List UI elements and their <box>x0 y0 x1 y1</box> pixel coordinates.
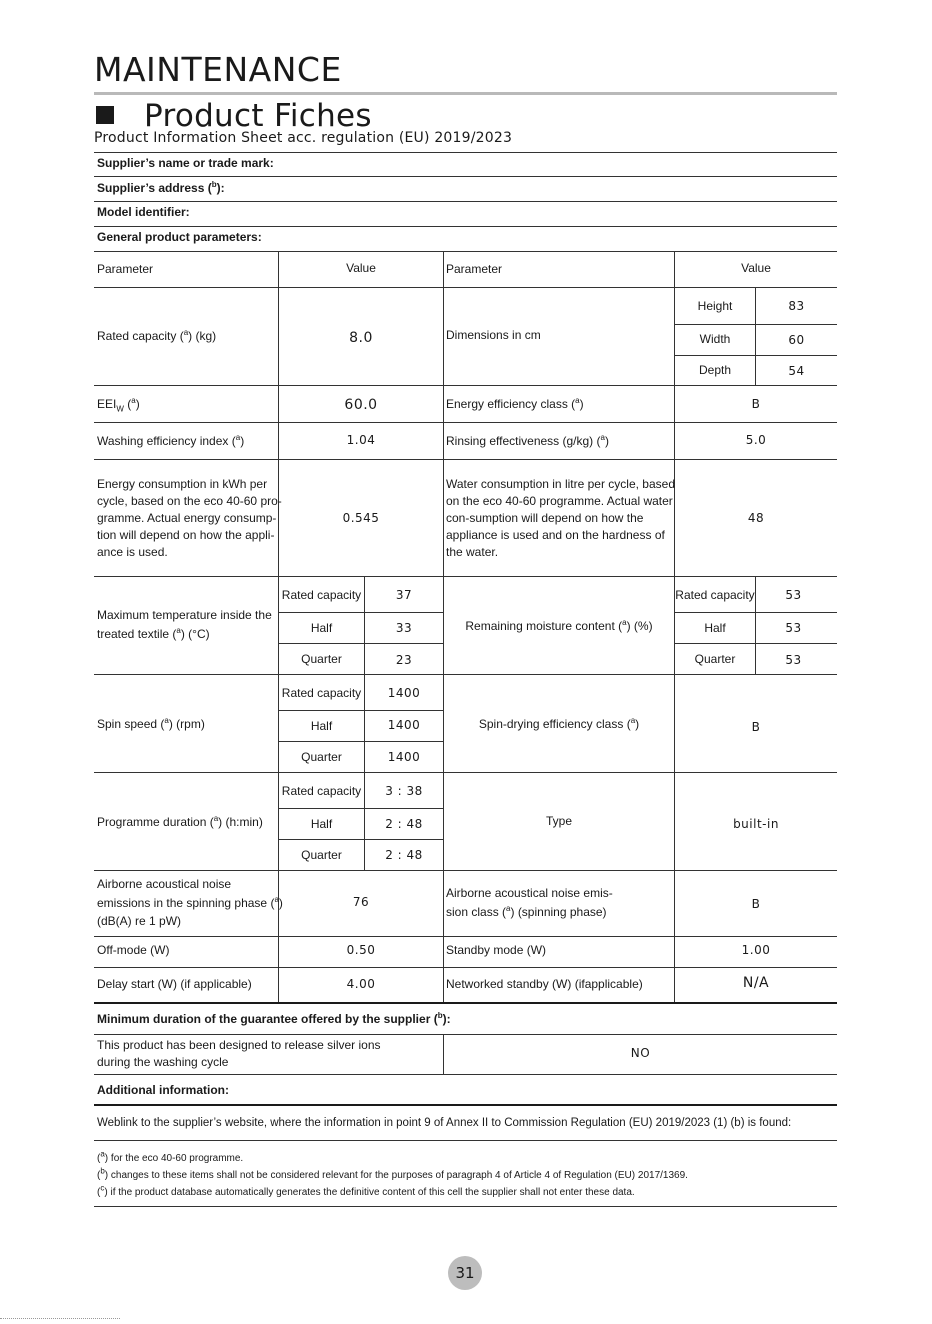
weblink-text: Weblink to the supplier’s website, where the information in point 9 of Annex II to Commission Regulation (EU) 2019/2023 (1) (b) is found: <box>97 1117 792 1129</box>
water-consumption-line-1: Water consumption in litre per cycle, based <box>446 477 675 491</box>
guarantee-label: Minimum duration of the guarantee offered by the supplier ($^b$): <box>97 1011 451 1026</box>
energy-consumption-line-2: cycle, based on the eco 40-60 pro- <box>97 494 282 508</box>
max-temp-quarter-value: 23 <box>395 653 413 667</box>
standby-label: Standby mode (W) <box>446 943 547 957</box>
page-number: 31 <box>448 1256 482 1290</box>
energy-consumption-line-3: gramme. Actual energy consump- <box>97 511 277 525</box>
spin-speed-quarter-label: Quarter <box>301 750 342 764</box>
washing-index-value: 1.04 <box>346 433 376 447</box>
duration-half-value: 2 : 48 <box>385 817 423 831</box>
right-value-header: Value <box>741 261 771 275</box>
depth-value: 54 <box>788 364 805 378</box>
programme-duration-label: Programme duration ($^a$) (h:min) <box>97 814 263 829</box>
moisture-half-value: 53 <box>785 621 802 635</box>
networked-standby-value: N/A <box>742 975 770 991</box>
energy-consumption-line-5: ance is used. <box>97 545 168 559</box>
footnote-a: ($^a$) for the eco 40-60 programme. <box>97 1149 244 1164</box>
water-consumption-line-3: con-sumption will depend on how the <box>446 511 644 525</box>
spin-class-value: B <box>751 720 761 734</box>
model-identifier-label: Model identifier: <box>97 205 190 219</box>
section-divider <box>94 92 837 95</box>
noise-line-2: emissions in the spinning phase ($^a$) <box>97 895 283 910</box>
section-title: MAINTENANCE <box>94 50 342 89</box>
water-consumption-value: 48 <box>747 511 765 525</box>
spin-speed-quarter-value: 1400 <box>387 750 421 764</box>
moisture-rated-label: Rated capacity <box>675 588 755 602</box>
supplier-address-label: Supplier’s address ($^b$): <box>97 180 225 195</box>
eei-value: 60.0 <box>344 397 378 413</box>
energy-consumption-line-4: tion will depend on how the appli- <box>97 528 275 542</box>
general-params-label: General product parameters: <box>97 230 262 244</box>
spin-speed-half-value: 1400 <box>387 718 421 732</box>
print-mark <box>0 1318 120 1324</box>
duration-quarter-label: Quarter <box>301 848 342 862</box>
height-label: Height <box>697 299 733 313</box>
additional-info-label: Additional information: <box>97 1083 229 1097</box>
width-value: 60 <box>788 333 805 347</box>
rinsing-value: 5.0 <box>745 433 767 447</box>
spin-speed-label: Spin speed ($^a$) (rpm) <box>97 716 205 731</box>
energy-class-value: B <box>751 397 761 411</box>
off-mode-label: Off-mode (W) <box>97 943 170 957</box>
spin-speed-rated-label: Rated capacity <box>281 686 362 700</box>
delay-start-value: 4.00 <box>346 977 376 991</box>
footnote-c: ($^c$) if the product database automatically generates the definitive content of this cell the supplier shall not enter these data. <box>97 1183 635 1198</box>
right-parameter-header: Parameter <box>446 262 503 276</box>
networked-standby-label: Networked standby (W) (ifapplicable) <box>446 977 643 991</box>
max-temp-line-2: treated textile ($^a$) (°C) <box>97 626 210 641</box>
type-label: Type <box>545 814 572 828</box>
duration-rated-value: 3 : 38 <box>385 784 423 798</box>
moisture-label: Remaining moisture content ($^a$) (%) <box>465 618 653 633</box>
duration-quarter-value: 2 : 48 <box>385 848 423 862</box>
duration-half-label: Half <box>310 817 333 831</box>
square-bullet-icon <box>96 106 114 124</box>
moisture-quarter-label: Quarter <box>694 652 736 666</box>
type-value: built-in <box>733 817 779 831</box>
silver-ions-line-2: during the washing cycle <box>97 1055 229 1069</box>
max-temp-line-1: Maximum temperature inside the <box>97 608 272 622</box>
max-temp-half-label: Half <box>310 621 333 635</box>
silver-ions-value: NO <box>630 1046 651 1060</box>
water-consumption-line-2: on the eco 40-60 programme. Actual water <box>446 494 673 508</box>
dimensions-label: Dimensions in cm <box>446 328 541 342</box>
water-consumption-line-4: appliance is used and on the hardness of <box>446 528 665 542</box>
moisture-rated-value: 53 <box>785 588 802 602</box>
max-temp-rated-label: Rated capacity <box>281 588 362 602</box>
duration-rated-label: Rated capacity <box>281 784 362 798</box>
noise-class-value: B <box>751 897 761 911</box>
energy-consumption-value: 0.545 <box>342 511 380 525</box>
eei-label: $EEI_W$ ($^a$) <box>97 396 140 414</box>
max-temp-quarter-label: Quarter <box>301 652 342 666</box>
off-mode-value: 0.50 <box>346 943 376 957</box>
page-title: Product Fiches <box>144 98 372 134</box>
left-value-header: Value <box>346 261 376 275</box>
spin-speed-half-label: Half <box>310 719 333 733</box>
noise-line-3: (dB(A) re 1 pW) <box>97 914 182 928</box>
noise-class-line-2: sion class ($^a$) (spinning phase) <box>446 904 607 919</box>
rinsing-label: Rinsing effectiveness (g/kg) ($^a$) <box>446 433 609 448</box>
max-temp-rated-value: 37 <box>395 588 413 602</box>
energy-class-label: Energy efficiency class ($^a$) <box>446 396 584 411</box>
supplier-name-label: Supplier’s name or trade mark: <box>97 156 274 170</box>
washing-index-label: Washing efficiency index ($^a$) <box>97 433 245 448</box>
standby-value: 1.00 <box>741 943 771 957</box>
noise-class-line-1: Airborne acoustical noise emis- <box>446 886 613 900</box>
width-label: Width <box>699 332 731 346</box>
water-consumption-line-5: the water. <box>446 545 499 559</box>
noise-value: 76 <box>352 895 370 909</box>
height-value: 83 <box>788 299 805 313</box>
noise-line-1: Airborne acoustical noise <box>97 877 232 891</box>
energy-consumption-line-1: Energy consumption in kWh per <box>97 477 268 491</box>
depth-label: Depth <box>698 363 732 377</box>
moisture-quarter-value: 53 <box>785 653 802 667</box>
moisture-half-label: Half <box>704 621 726 635</box>
rated-capacity-value: 8.0 <box>349 330 373 346</box>
rated-capacity-label: Rated capacity ($^a$) (kg) <box>97 328 217 343</box>
delay-start-label: Delay start (W) (if applicable) <box>97 977 252 991</box>
page-subtitle: Product Information Sheet acc. regulation (EU) 2019/2023 <box>94 130 513 146</box>
max-temp-half-value: 33 <box>395 621 413 635</box>
spin-class-label: Spin-drying efficiency class ($^a$) <box>478 716 640 731</box>
left-parameter-header: Parameter <box>97 262 154 276</box>
spin-speed-rated-value: 1400 <box>387 686 421 700</box>
footnote-b: ($^b$) changes to these items shall not be considered relevant for the purposes of paragraph 4 of Article 4 of Regulation (EU) 2017/1369. <box>97 1166 688 1181</box>
silver-ions-line-1: This product has been designed to release silver ions <box>97 1038 381 1052</box>
